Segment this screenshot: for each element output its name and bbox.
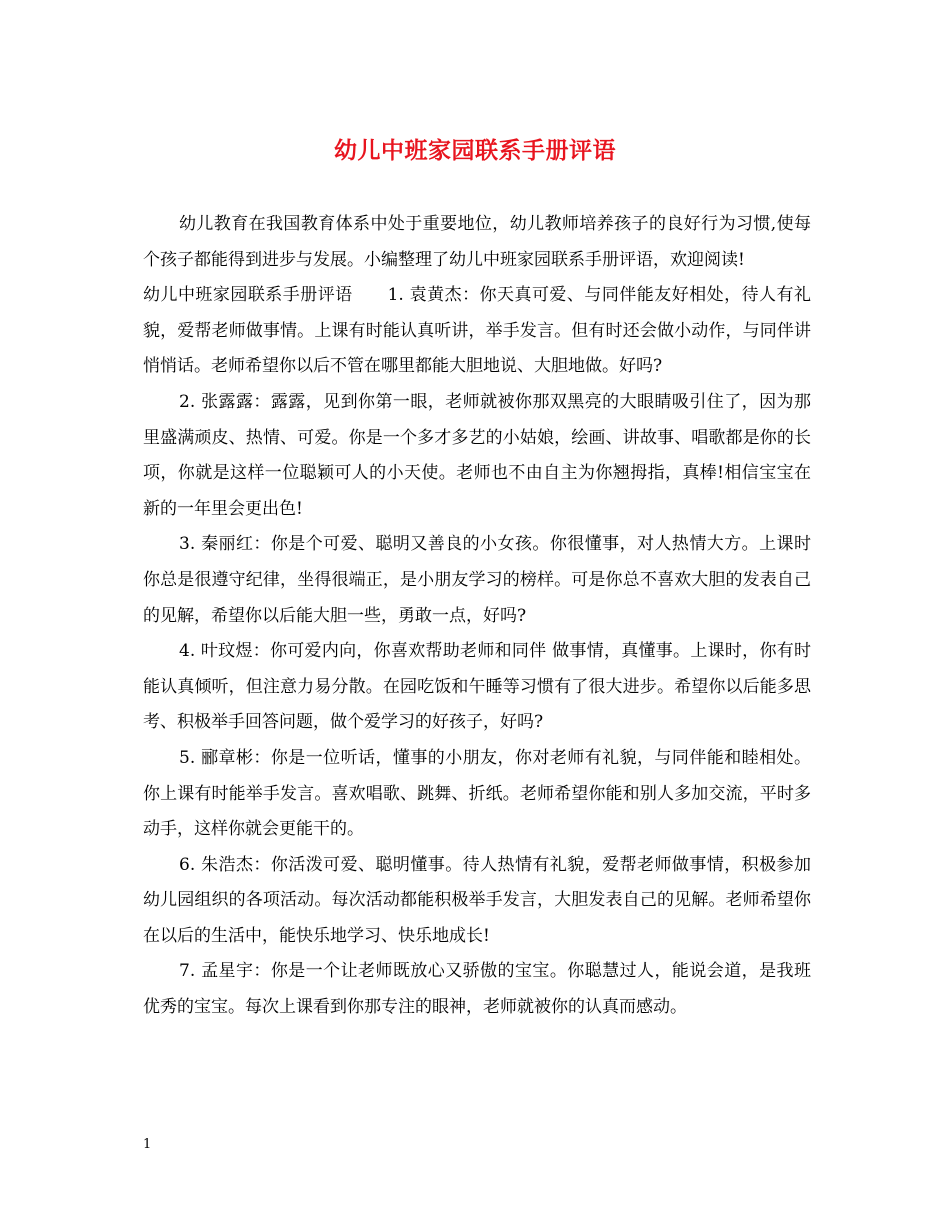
paragraph-comment-4: 4. 叶玟煜：你可爱内向，你喜欢帮助老师和同伴 做事情，真懂事。上课时，你有时能认真倾听，但注意力易分散。在园吃饭和午睡等习惯有了很大进步。希望你以后能多思考、积极举手回答问题，做个爱学习的好孩子，好吗? [143,641,811,733]
paragraph-comment-7: 7. 孟星宇：你是一个让老师既放心又骄傲的宝宝。你聪慧过人，能说会道，是我班优秀的宝宝。每次上课看到你那专注的眼神，老师就被你的认真而感动。 [143,961,811,1018]
document-title: 幼儿中班家园联系手册评语 [334,137,616,164]
paragraph-intro: 幼儿教育在我国教育体系中处于重要地位，幼儿教师培养孩子的良好行为习惯,使每个孩子都能得到进步与发展。小编整理了幼儿中班家园联系手册评语，欢迎阅读! [143,214,811,270]
paragraph-comment-1: 幼儿中班家园联系手册评语 1. 袁黄杰：你天真可爱、与同伴能友好相处，待人有礼貌，爱帮老师做事情。上课有时能认真听讲，举手发言。但有时还会做小动作，与同伴讲悄悄话。老师希望你以后不管在哪里都能大胆地说、大胆地做。好吗? [143,285,811,377]
document-body [143,207,811,1026]
paragraph-comment-5: 5. 郦章彬：你是一位听话，懂事的小朋友，你对老师有礼貌，与同伴能和睦相处。你上课有时能举手发言。喜欢唱歌、跳舞、折纸。老师希望你能和别人多加交流，平时多动手，这样你就会更能干的。 [143,747,811,840]
paragraph-comment-6: 6. 朱浩杰：你活泼可爱、聪明懂事。待人热情有礼貌，爱帮老师做事情，积极参加幼儿园组织的各项活动。每次活动都能积极举手发言，大胆发表自己的见解。老师希望你在以后的生活中，能快乐地学习、快乐地成长! [143,854,811,946]
paragraph-comment-3: 3. 秦丽红：你是个可爱、聪明又善良的小女孩。你很懂事，对人热情大方。上课时你总是很遵守纪律，坐得很端正，是小朋友学习的榜样。可是你总不喜欢大胆的发表自己的见解，希望你以后能大胆一些，勇敢一点，好吗? [143,534,811,626]
page-number: 1 [143,1137,152,1152]
paragraph-comment-2: 2. 张露露：露露，见到你第一眼，老师就被你那双黑亮的大眼睛吸引住了，因为那里盛满顽皮、热情、可爱。你是一个多才多艺的小姑娘，绘画、讲故事、唱歌都是你的长项，你就是这样一位聪颖可人的小天使。老师也不由自主为你翘拇指，真棒!相信宝宝在新的一年里会更出色! [143,391,811,519]
